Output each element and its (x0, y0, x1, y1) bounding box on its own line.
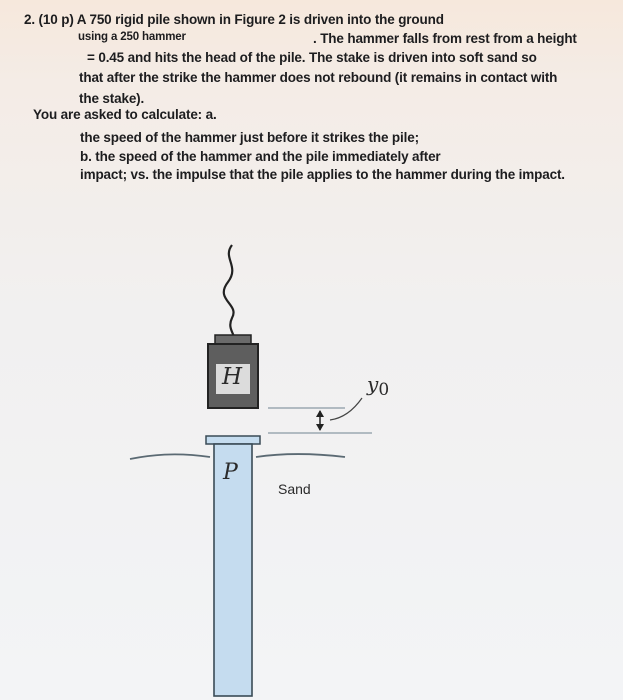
height-label (367, 372, 390, 400)
problem-line-5: the stake). (79, 91, 145, 106)
problem-line-2a: using a 250 hammer (78, 31, 186, 43)
hammer-cable (224, 245, 235, 344)
problem-line-3: = 0.45 and hits the head of the pile. The stake is driven into soft sand so (87, 50, 537, 65)
height-leader-line (330, 398, 362, 420)
problem-line-8: b. the speed of the hammer and the pile immediately after (80, 149, 441, 164)
problem-line-7: the speed of the hammer just before it strikes the pile; (80, 130, 419, 145)
height-arrow-head-top (316, 410, 324, 417)
height-arrow-head-bottom (316, 424, 324, 431)
pile-label: P (223, 460, 238, 485)
problem-line-2b: . The hammer falls from rest from a height (313, 31, 577, 46)
sand-surface-left (130, 454, 210, 459)
problem-line-4: that after the strike the hammer does not rebound (it remains in contact with (79, 70, 558, 85)
height-label-subscript: 0 (378, 380, 390, 400)
sand-label: Sand (278, 481, 311, 497)
problem-line-6: You are asked to calculate: a. (33, 107, 217, 122)
problem-line-9: impact; vs. the impulse that the pile applies to the hammer during the impact. (80, 167, 565, 182)
problem-line-1: 2. (10 p) A 750 rigid pile shown in Figure 2 is driven into the ground (24, 12, 444, 27)
height-label-symbol: y (367, 372, 379, 396)
sand-surface-right (256, 454, 345, 457)
hammer-label: H (222, 364, 243, 390)
pile-cap (206, 436, 260, 444)
